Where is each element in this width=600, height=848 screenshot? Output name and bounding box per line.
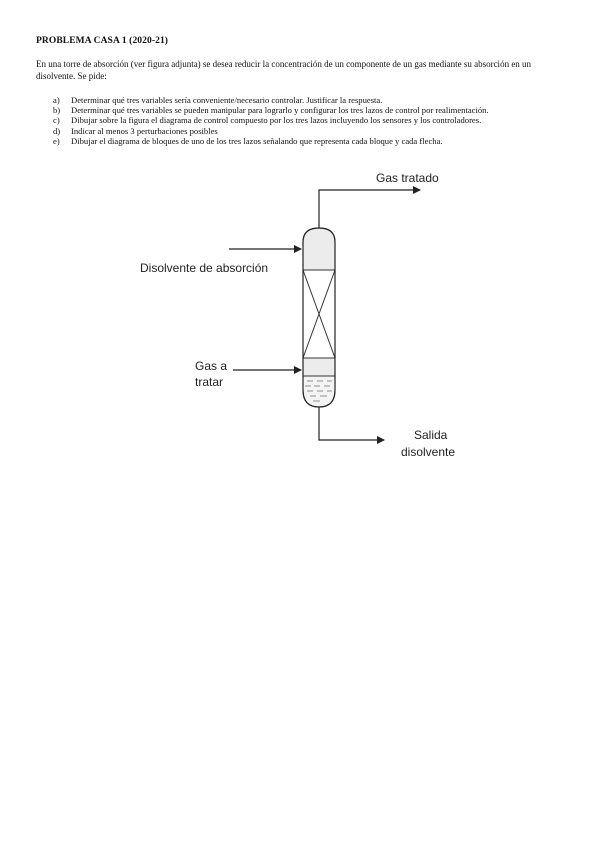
question-list — [36, 95, 576, 146]
question-item — [36, 95, 576, 105]
question-text: Determinar qué tres variables se pueden manipular para lograrlo y configurar los tres lazos de control por realimentación. — [71, 105, 489, 116]
question-letter: a) — [53, 95, 60, 105]
label-gas-a-tratar-1: Gas a — [195, 359, 228, 373]
label-gas-tratado: Gas tratado — [376, 171, 439, 185]
gas-outlet-line — [319, 190, 420, 228]
label-salida-1: Salida — [414, 428, 448, 442]
absorption-tower-diagram — [0, 160, 600, 470]
problem-title: PROBLEMA CASA 1 (2020-21) — [36, 36, 169, 46]
solvent-outlet-line — [319, 407, 384, 440]
question-item — [36, 115, 576, 125]
label-gas-a-tratar-2: tratar — [195, 375, 224, 389]
label-salida-2: disolvente — [401, 445, 456, 459]
question-item — [36, 136, 576, 146]
question-text: Dibujar sobre la figura el diagrama de control compuesto por los tres lazos incluyendo los sensores y los controladores. — [71, 115, 482, 126]
tower-lower-band — [303, 358, 335, 376]
label-disolvente-absorcion: Disolvente de absorción — [140, 261, 269, 275]
problem-intro: En una torre de absorción (ver figura adjunta) se desea reducir la concentración de un componente de un gas mediante su absorción en un disolvente. Se pide: — [36, 59, 532, 81]
question-text: Dibujar el diagrama de bloques de uno de los tres lazos señalando que representa cada bloque y cada flecha. — [71, 135, 443, 146]
tower-top-section — [303, 228, 335, 270]
absorption-tower — [303, 228, 335, 407]
question-text: Indicar al menos 3 perturbaciones posibles — [71, 125, 218, 136]
question-letter: c) — [53, 115, 60, 126]
question-letter: b) — [53, 105, 61, 116]
question-text: Determinar qué tres variables sería conveniente/necesario controlar. Justificar la respuesta. — [71, 95, 383, 105]
question-item — [36, 126, 576, 136]
question-letter: e) — [53, 135, 60, 146]
question-item — [36, 105, 576, 115]
question-letter: d) — [53, 125, 61, 136]
